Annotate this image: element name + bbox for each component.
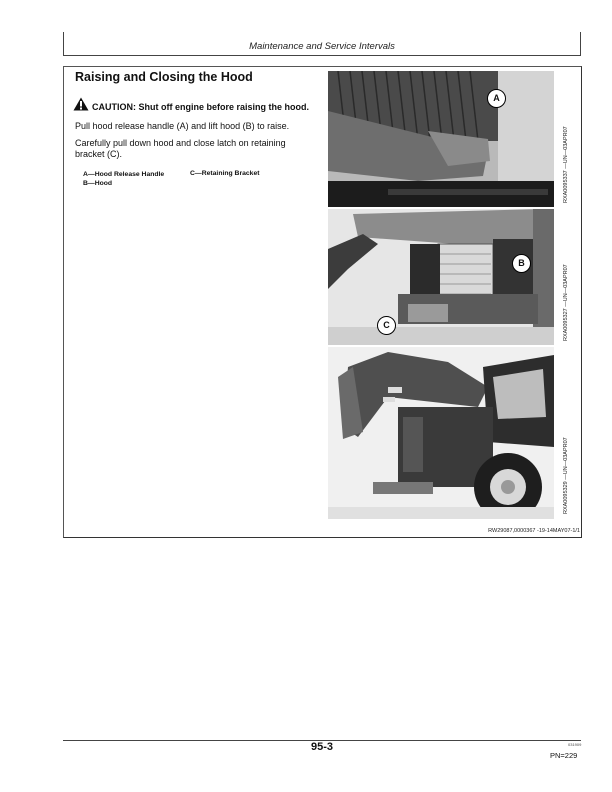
warning-triangle-icon — [73, 97, 89, 116]
figure-legend — [83, 170, 164, 188]
callout-c: C — [377, 316, 396, 335]
page-number: 95-3 — [310, 741, 334, 753]
instruction-paragraph: Pull hood release handle (A) and lift hood (B) to raise. — [75, 121, 290, 131]
photo-lift-hood — [328, 209, 554, 345]
footer-pn: PN=229 — [550, 751, 578, 760]
footer-date-code: 031909 — [568, 742, 582, 747]
callout-a: A — [487, 89, 506, 108]
header-divider — [63, 55, 581, 56]
caution-notice — [73, 97, 309, 116]
callout-b: B — [512, 254, 531, 273]
reference-code: RW29087,0000367 -19-14MAY07-1/1 — [488, 528, 580, 534]
section-title: Raising and Closing the Hood — [75, 70, 253, 84]
figure-code: RXA0095337 —UN—03APR07 — [563, 126, 569, 203]
legend-item-a: A—Hood Release Handle — [83, 171, 165, 178]
page-header-title: Maintenance and Service Intervals — [249, 41, 395, 52]
figure-code: RXA0095329 —UN—03APR07 — [563, 437, 569, 514]
legend-item-c: C—Retaining Bracket — [190, 170, 260, 177]
photo-tractor-hood-raised — [328, 347, 554, 519]
figure-code: RXA0095327 —UN—03APR07 — [563, 264, 569, 341]
caution-text: CAUTION: Shut off engine before raising the hood. — [92, 101, 309, 112]
photo-hood-release-handle — [328, 71, 554, 207]
legend-item-b: B—Hood — [83, 180, 113, 187]
instruction-paragraph: Carefully pull down hood and close latch on retaining bracket (C). — [75, 138, 286, 159]
